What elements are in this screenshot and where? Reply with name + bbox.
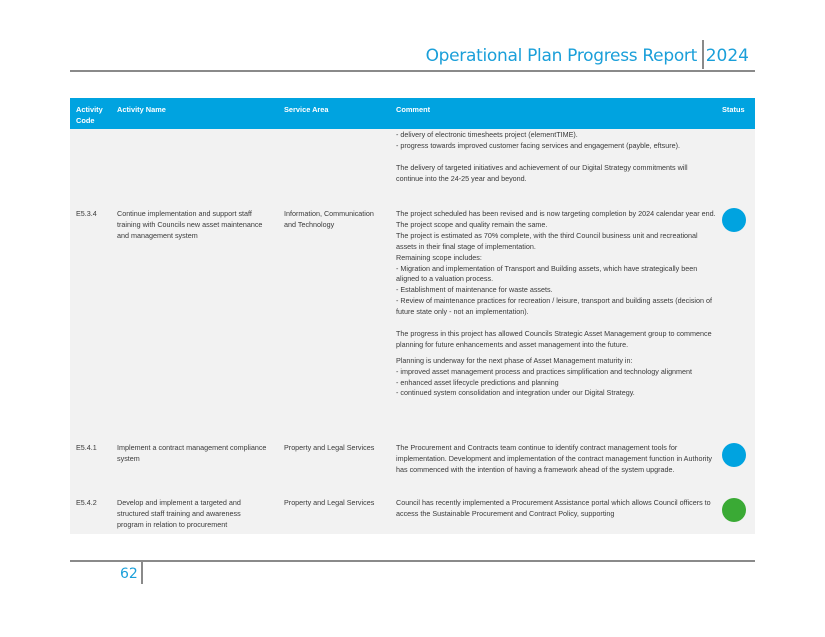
page-header [70,40,755,70]
activity-name: Implement a contract management compliance system [117,443,267,463]
report-title: Operational Plan Progress Report [425,46,697,66]
report-year: 2024 [705,46,749,66]
comment-line: - Review of maintenance practices for recreation / leisure, transport and building assets (decision of future state only - not an implementation). [396,296,713,317]
comment-line: - Establishment of maintenance for waste assets. [396,285,553,295]
comment-line: - continued system consolidation and integration under our Digital Strategy. [396,388,635,398]
activity-name: Develop and implement a targeted and structured staff training and awareness program in relation to procurement [117,498,241,529]
activity-code: E5.4.1 [76,443,97,452]
table-header [70,98,755,129]
comment [396,498,716,520]
activity-name: Continue implementation and support staff training with Councils new asset maintenance and management system [117,209,263,240]
comment-line: - Migration and implementation of Transport and Building assets, which have strategically been aligned to a valuation process. [396,263,698,284]
continued-comment [396,130,716,185]
comment-line: - progress towards improved customer facing services and engagement (payble, eftsure). [396,140,681,150]
comment-line: The project scheduled has been revised and is now targeting completion by 2024 calendar year end. [396,209,716,218]
comment-line: The Procurement and Contracts team continue to identify contract management tools for implementation. Development and implementation of the contract management function in Authority has commenced with the intention of having a framework ahead of the system upgrade. [396,443,713,474]
status-indicator [722,443,746,467]
comment [396,209,716,399]
comment-line: The progress in this project has allowed Councils Strategic Asset Management group to commence planning for future enhancements and asset management into the future. [396,328,712,349]
header-rule [70,70,755,72]
comment-line: - enhanced asset lifecycle predictions and planning [396,377,559,387]
status-indicator [722,208,746,232]
header-service-area: Service Area [284,105,329,114]
activity-code: E5.3.4 [76,209,97,218]
header-activity-name: Activity Name [117,105,166,114]
comment-line: The delivery of targeted initiatives and achievement of our Digital Strategy commitments will continue into the 24-25 year and beyond. [396,162,688,183]
service-area: Property and Legal Services [284,498,375,507]
activity-table [70,98,755,534]
header-status: Status [722,105,745,114]
comment-line: The project scope and quality remain the same. [396,219,548,229]
comment-line: Council has recently implemented a Procurement Assistance portal which allows Council officers to access the Sustainable Procurement and Contract Policy, supporting [396,498,711,518]
header-divider [702,40,704,69]
header-activity-code: Activity Code [76,105,103,125]
service-area: Property and Legal Services [284,443,375,452]
page-number: 62 [120,566,138,582]
activity-code: E5.4.2 [76,498,97,507]
comment-line: The project is estimated as 70% complete, with the third Council business unit and recreational assets in their final stage of implementation. [396,230,698,251]
comment-line: - delivery of electronic timesheets project (elementTIME). [396,130,578,139]
footer-rule [70,560,755,562]
comment-line: - improved asset management process and practices simplification and technology alignment [396,366,693,376]
header-comment: Comment [396,105,431,114]
comment-line: Planning is underway for the next phase of Asset Management maturity in: [396,355,633,365]
service-area: Information, Communication and Technology [284,209,374,229]
status-indicator [722,498,746,522]
comment-line: Remaining scope includes: [396,252,482,262]
comment [396,443,716,476]
footer-divider [141,562,143,584]
